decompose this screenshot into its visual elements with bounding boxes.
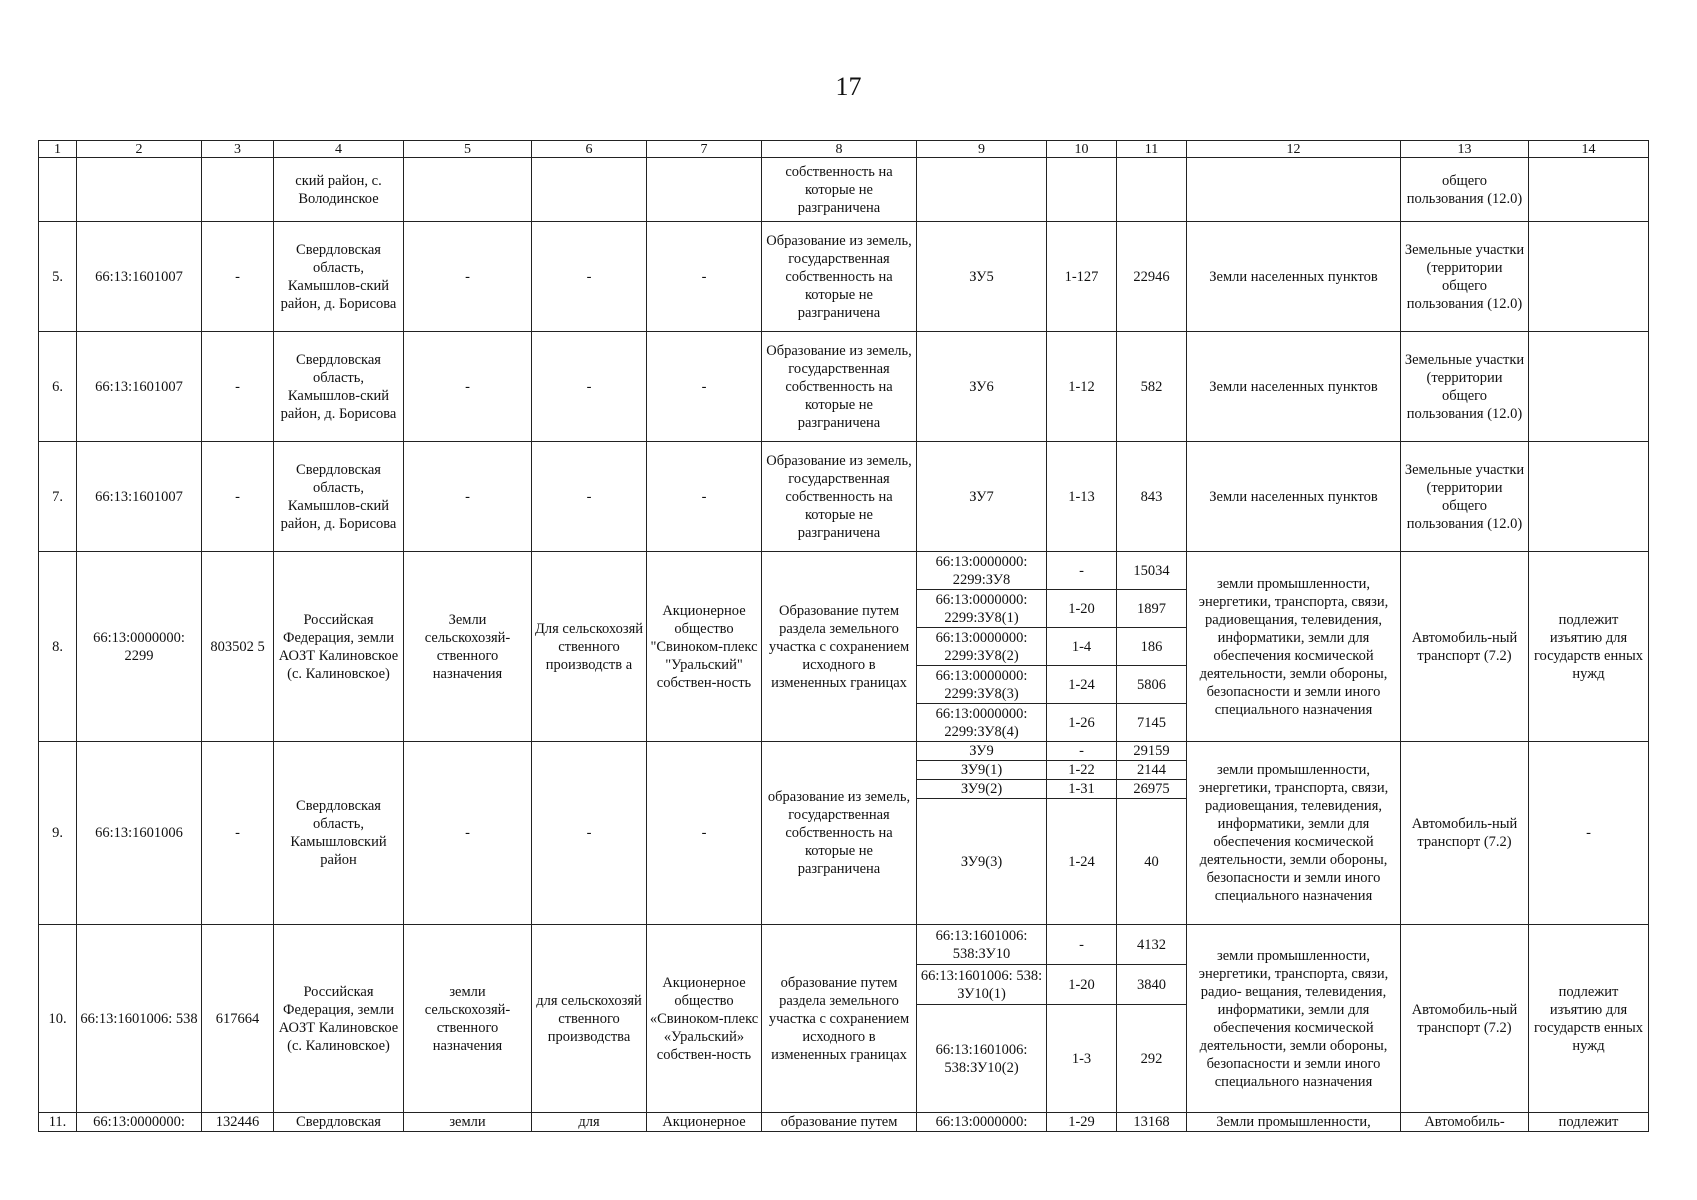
- cell-points: -: [1047, 742, 1117, 761]
- cell-note: подлежит изъятию для государств енных нужд: [1529, 552, 1649, 742]
- cell-cadastral-number: 66:13:1601007: [77, 222, 202, 332]
- cell-address: Свердловская область, Камышлов-ский район, д. Борисова: [274, 332, 404, 442]
- cell-use: -: [532, 222, 647, 332]
- cell-method: Образование из земель, государственная собственность на которые не разграничена: [762, 332, 917, 442]
- cell-address: Свердловская область, Камышлов-ский район, д. Борисова: [274, 222, 404, 332]
- cell-method: Образование из земель, государственная собственность на которые не разграничена: [762, 442, 917, 552]
- cell-plot-id: 66:13:1601006: 538:ЗУ10: [917, 925, 1047, 965]
- cell-row-number: 7.: [39, 442, 77, 552]
- column-header: 14: [1529, 141, 1649, 158]
- cell-area: -: [202, 742, 274, 925]
- cell-use: -: [532, 442, 647, 552]
- cell-points: 1-31: [1047, 780, 1117, 799]
- column-header: 4: [274, 141, 404, 158]
- cell-row-number: 5.: [39, 222, 77, 332]
- cell-points: 1-127: [1047, 222, 1117, 332]
- cell-square: 7145: [1117, 704, 1187, 742]
- cell-address: Российская Федерация, земли АОЗТ Калиновское (с. Калиновское): [274, 552, 404, 742]
- cell-area: 803502 5: [202, 552, 274, 742]
- cell-category: -: [404, 222, 532, 332]
- cell-method: образование путем: [762, 1113, 917, 1132]
- cell-points: 1-26: [1047, 704, 1117, 742]
- column-header: 13: [1401, 141, 1529, 158]
- cell-use: для: [532, 1113, 647, 1132]
- column-header: 7: [647, 141, 762, 158]
- cell-row-number: 8.: [39, 552, 77, 742]
- cell-points: -: [1047, 552, 1117, 590]
- table-row: [39, 742, 1649, 761]
- cell-points: 1-12: [1047, 332, 1117, 442]
- cell-square: 4132: [1117, 925, 1187, 965]
- cell-square: 843: [1117, 442, 1187, 552]
- cell-category: земли: [404, 1113, 532, 1132]
- cell-square: 5806: [1117, 666, 1187, 704]
- cell-land-category: земли промышленности, энергетики, транспорта, связи, радиовещания, телевидения, информатики, земли для обеспечения космической деятельности, земли обороны, безопасности и земли иного специального назначения: [1187, 742, 1401, 925]
- cell-owner: Акционерное: [647, 1113, 762, 1132]
- cell-points: 1-20: [1047, 965, 1117, 1005]
- cell-square: 1897: [1117, 590, 1187, 628]
- cell-method: собственность на которые не разграничена: [762, 158, 917, 222]
- cell-cadastral-number: 66:13:1601007: [77, 442, 202, 552]
- cell-plot-id: 66:13:0000000: 2299:ЗУ8: [917, 552, 1047, 590]
- cell-address: Свердловская область, Камышлов-ский район, д. Борисова: [274, 442, 404, 552]
- table-row: [39, 332, 1649, 442]
- cell-points: 1-4: [1047, 628, 1117, 666]
- cell-owner: -: [647, 442, 762, 552]
- land-plots-table: [38, 140, 1649, 1132]
- cell-owner: -: [647, 222, 762, 332]
- cell-plot-id: ЗУ7: [917, 442, 1047, 552]
- column-header: 3: [202, 141, 274, 158]
- cell-plot-id: 66:13:0000000: 2299:ЗУ8(1): [917, 590, 1047, 628]
- cell-note: подлежит: [1529, 1113, 1649, 1132]
- cell-row-number: 11.: [39, 1113, 77, 1132]
- table-row: [39, 442, 1649, 552]
- cell-use: для сельскохозяй ственного производства: [532, 925, 647, 1113]
- cell-square: 15034: [1117, 552, 1187, 590]
- cell-row-number: 9.: [39, 742, 77, 925]
- cell-cadastral-number: 66:13:1601006: 538: [77, 925, 202, 1113]
- cell-points: 1-22: [1047, 761, 1117, 780]
- cell-plot-id: 66:13:1601006: 538:ЗУ10(2): [917, 1005, 1047, 1113]
- cell-address: Российская Федерация, земли АОЗТ Калиновское (с. Калиновское): [274, 925, 404, 1113]
- cell-method: образование путем раздела земельного участка с сохранением исходного в измененных границах: [762, 925, 917, 1113]
- cell-plot-id: ЗУ9(2): [917, 780, 1047, 799]
- cell-plot-id: ЗУ9(1): [917, 761, 1047, 780]
- cell-owner: -: [647, 742, 762, 925]
- cell-note: [1529, 332, 1649, 442]
- cell-land-category: Земли населенных пунктов: [1187, 222, 1401, 332]
- cell-owner: Акционерное общество «Свиноком-плекс «Уральский» собствен-ность: [647, 925, 762, 1113]
- page-number: 17: [835, 72, 862, 101]
- cell-address: ский район, с. Володинское: [274, 158, 404, 222]
- cell-permitted-use: Автомобиль-ный транспорт (7.2): [1401, 552, 1529, 742]
- cell-method: образование из земель, государственная собственность на которые не разграничена: [762, 742, 917, 925]
- cell-use: -: [532, 742, 647, 925]
- cell-address: Свердловская: [274, 1113, 404, 1132]
- cell-points: 1-3: [1047, 1005, 1117, 1113]
- cell-plot-id: 66:13:0000000:: [917, 1113, 1047, 1132]
- column-number-row: [39, 141, 1649, 158]
- cell-cadastral-number: 66:13:0000000: 2299: [77, 552, 202, 742]
- cell-plot-id: 66:13:1601006: 538: ЗУ10(1): [917, 965, 1047, 1005]
- cell-area: -: [202, 222, 274, 332]
- cell-category: -: [404, 332, 532, 442]
- column-header: 11: [1117, 141, 1187, 158]
- column-header: 8: [762, 141, 917, 158]
- cell-cadastral-number: 66:13:0000000:: [77, 1113, 202, 1132]
- cell-use: -: [532, 332, 647, 442]
- cell-category: -: [404, 742, 532, 925]
- cell-square: 582: [1117, 332, 1187, 442]
- cell-square: 2144: [1117, 761, 1187, 780]
- table-row: [39, 222, 1649, 332]
- cell-owner: Акционерное общество "Свиноком-плекс "Уральский" собствен-ность: [647, 552, 762, 742]
- cell-plot-id: ЗУ9: [917, 742, 1047, 761]
- table-row: [39, 1113, 1649, 1132]
- table-row-continuation: [39, 158, 1649, 222]
- cell-note: [1529, 222, 1649, 332]
- cell-land-category: Земли населенных пунктов: [1187, 332, 1401, 442]
- cell-plot-id: 66:13:0000000: 2299:ЗУ8(2): [917, 628, 1047, 666]
- cell-points: 1-24: [1047, 666, 1117, 704]
- cell-plot-id: ЗУ5: [917, 222, 1047, 332]
- cell-row-number: 6.: [39, 332, 77, 442]
- cell-plot-id: ЗУ6: [917, 332, 1047, 442]
- cell-land-category: Земли промышленности,: [1187, 1113, 1401, 1132]
- cell-area: -: [202, 332, 274, 442]
- column-header: 2: [77, 141, 202, 158]
- cell-points: 1-29: [1047, 1113, 1117, 1132]
- cell-note: -: [1529, 742, 1649, 925]
- column-header: 9: [917, 141, 1047, 158]
- cell-owner: -: [647, 332, 762, 442]
- cell-cadastral-number: 66:13:1601006: [77, 742, 202, 925]
- column-header: 6: [532, 141, 647, 158]
- cell-plot-id: 66:13:0000000: 2299:ЗУ8(3): [917, 666, 1047, 704]
- cell-square: 22946: [1117, 222, 1187, 332]
- cell-area: -: [202, 442, 274, 552]
- cell-permitted-use: Земельные участки (территории общего пользования (12.0): [1401, 222, 1529, 332]
- cell-points: 1-24: [1047, 799, 1117, 925]
- cell-category: -: [404, 442, 532, 552]
- cell-method: Образование путем раздела земельного участка с сохранением исходного в измененных границах: [762, 552, 917, 742]
- table-row: [39, 925, 1649, 965]
- cell-square: 292: [1117, 1005, 1187, 1113]
- cell-category: земли сельскохозяй-ственного назначения: [404, 925, 532, 1113]
- cell-square: 3840: [1117, 965, 1187, 1005]
- cell-land-category: земли промышленности, энергетики, транспорта, связи, радиовещания, телевидения, информатики, земли для обеспечения космической деятельности, земли обороны, безопасности и земли иного специального назначения: [1187, 552, 1401, 742]
- cell-note: [1529, 442, 1649, 552]
- cell-address: Свердловская область, Камышловский район: [274, 742, 404, 925]
- cell-permitted-use: Автомобиль-: [1401, 1113, 1529, 1132]
- column-header: 1: [39, 141, 77, 158]
- cell-square: 13168: [1117, 1113, 1187, 1132]
- cell-plot-id: 66:13:0000000: 2299:ЗУ8(4): [917, 704, 1047, 742]
- cell-points: 1-13: [1047, 442, 1117, 552]
- cell-permitted-use: общего пользования (12.0): [1401, 158, 1529, 222]
- cell-row-number: 10.: [39, 925, 77, 1113]
- cell-land-category: Земли населенных пунктов: [1187, 442, 1401, 552]
- cell-square: 29159: [1117, 742, 1187, 761]
- cell-cadastral-number: 66:13:1601007: [77, 332, 202, 442]
- cell-area: 617664: [202, 925, 274, 1113]
- column-header: 12: [1187, 141, 1401, 158]
- cell-permitted-use: Земельные участки (территории общего пользования (12.0): [1401, 442, 1529, 552]
- cell-area: 132446: [202, 1113, 274, 1132]
- cell-plot-id: ЗУ9(3): [917, 799, 1047, 925]
- cell-permitted-use: Автомобиль-ный транспорт (7.2): [1401, 742, 1529, 925]
- column-header: 5: [404, 141, 532, 158]
- cell-points: 1-20: [1047, 590, 1117, 628]
- cell-use: Для сельскохозяй ственного производств а: [532, 552, 647, 742]
- cell-square: 186: [1117, 628, 1187, 666]
- table-row: [39, 552, 1649, 590]
- cell-note: подлежит изъятию для государств енных нужд: [1529, 925, 1649, 1113]
- cell-land-category: земли промышленности, энергетики, транспорта, связи, радио- вещания, телевидения, информатики, земли для обеспечения космической деятельности, земли обороны, безопасности и земли иного специального назначения: [1187, 925, 1401, 1113]
- cell-permitted-use: Автомобиль-ный транспорт (7.2): [1401, 925, 1529, 1113]
- cell-category: Земли сельскохозяй-ственного назначения: [404, 552, 532, 742]
- cell-permitted-use: Земельные участки (территории общего пользования (12.0): [1401, 332, 1529, 442]
- cell-method: Образование из земель, государственная собственность на которые не разграничена: [762, 222, 917, 332]
- cell-square: 40: [1117, 799, 1187, 925]
- cell-square: 26975: [1117, 780, 1187, 799]
- column-header: 10: [1047, 141, 1117, 158]
- cell-points: -: [1047, 925, 1117, 965]
